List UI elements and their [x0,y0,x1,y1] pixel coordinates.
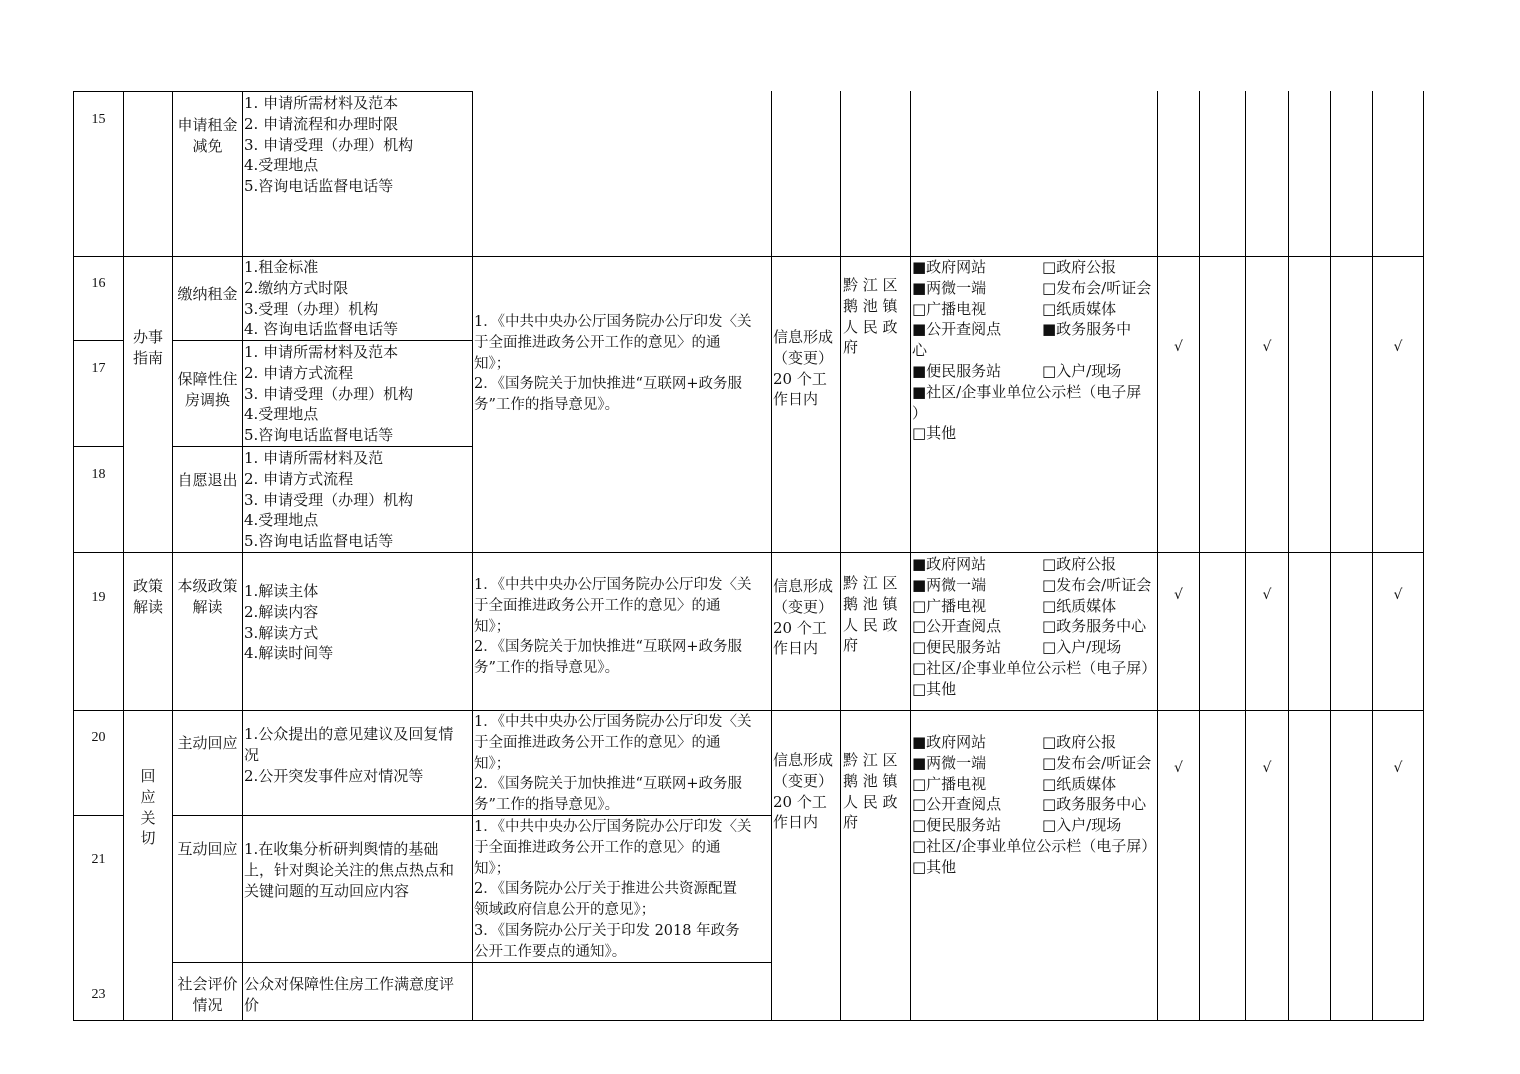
row-number: 19 [91,590,106,605]
row-number: 20 [91,730,106,745]
check-mark: √ [1174,760,1183,776]
policy-basis: 1．《中共中央办公厅国务院办公厅印发〈关 于全面推进政务公开工作的意见〉的通 知》； 2．《国务院关于加快推进“互联网+政务服 务”工作的指导意见》。 [474,314,752,414]
publishing-subject: 黔 江 区 鹅 池 镇 人 民 政 府 [843,574,898,655]
item-content: 1. 申请所需材料及范本 2. 申请方式流程 3. 申请受理（办理）机构 4.受理地点 5.咨询电话监督电话等 [244,343,414,445]
item-name: 互动回应 [177,840,238,858]
item-name: 保障性住 房调换 [177,370,238,409]
publishing-subject: 黔 江 区 鹅 池 镇 人 民 政 府 [843,276,898,357]
time-limit: 信息形成 （变更） 20 个工 作日内 [773,577,834,658]
time-limit: 信息形成 （变更） 20 个工 作日内 [773,328,834,409]
item-content: 1. 申请所需材料及范 2. 申请方式流程 3. 申请受理（办理）机构 4.受理地点 5.咨询电话监督电话等 [244,449,414,551]
check-mark: √ [1393,339,1403,355]
category-huiying: 回 应 关 切 [140,767,156,848]
check-mark: √ [1262,760,1272,776]
check-mark: √ [1393,587,1403,603]
category-zhengce: 政策 解读 [132,577,163,616]
policy-basis: 1．《中共中央办公厅国务院办公厅印发〈关 于全面推进政务公开工作的意见〉的通 知》； 2．《国务院办公厅关于推进公共资源配置 领域政府信息公开的意见》； 3．《国务院办公厅关于印发 2018 年政务 公开工作要点的通知》。 [474,819,752,960]
item-content: 1.公众提出的意见建议及回复情 况 2.公开突发事件应对情况等 [244,725,454,785]
publishing-channels: ■政府网站 □政府公报 ■两微一端 □发布会/听证会 □广播电视 □纸质媒体 □公开查阅点 □政务服务中心 □便民服务站 □入户/现场 □社区/企事业单位公示栏（电子屏） □其他 [912,555,1157,698]
item-content: 1.租金标准 2.缴纳方式时限 3.受理（办理）机构 4. 咨询电话监督电话等 [244,258,399,339]
item-name: 社会评价 情况 [177,975,238,1014]
item-name: 主动回应 [177,734,238,752]
time-limit: 信息形成 （变更） 20 个工 作日内 [773,751,834,832]
item-content: 1. 申请所需材料及范本 2. 申请流程和办理时限 3. 申请受理（办理）机构 4.受理地点 5.咨询电话监督电话等 [244,94,414,196]
check-mark: √ [1262,587,1272,603]
item-name: 申请租金 减免 [177,116,238,155]
check-mark: √ [1174,339,1183,355]
category-banshi: 办事 指南 [132,328,163,367]
item-content: 公众对保障性住房工作满意度评 价 [244,975,455,1014]
row-number: 18 [91,467,106,482]
policy-basis: 1．《中共中央办公厅国务院办公厅印发〈关 于全面推进政务公开工作的意见〉的通 知》； 2．《国务院关于加快推进“互联网+政务服 务”工作的指导意见》。 [474,577,752,677]
row-number: 15 [91,112,106,127]
publishing-subject: 黔 江 区 鹅 池 镇 人 民 政 府 [843,751,898,832]
check-mark: √ [1393,760,1403,776]
check-mark: √ [1174,587,1183,603]
publishing-channels: ■政府网站 □政府公报 ■两微一端 □发布会/听证会 □广播电视 □纸质媒体 □公开查阅点 □政务服务中心 □便民服务站 □入户/现场 □社区/企事业单位公示栏（电子屏） □其他 [912,733,1157,876]
row-number: 16 [91,276,106,291]
item-content: 1.解读主体 2.解读内容 3.解读方式 4.解读时间等 [244,582,334,663]
item-name: 自愿退出 [177,471,238,489]
publishing-channels: ■政府网站 □政府公报 ■两微一端 □发布会/听证会 □广播电视 □纸质媒体 ■公开查阅点 ■政务服务中 心 ■便民服务站 □入户/现场 ■社区/企事业单位公示栏（电子屏 ） □其他 [912,258,1152,443]
item-name: 本级政策 解读 [177,577,238,616]
row-number: 23 [91,987,106,1002]
row-number: 21 [91,852,106,867]
row-number: 17 [91,361,106,376]
item-content: 1.在收集分析研判舆情的基础 上，针对舆论关注的焦点热点和 关键问题的互动回应内容 [244,840,455,900]
check-mark: √ [1262,339,1272,355]
item-name: 缴纳租金 [177,285,238,303]
policy-basis: 1．《中共中央办公厅国务院办公厅印发〈关 于全面推进政务公开工作的意见〉的通 知》； 2．《国务院关于加快推进“互联网+政务服 务”工作的指导意见》。 [474,714,752,814]
